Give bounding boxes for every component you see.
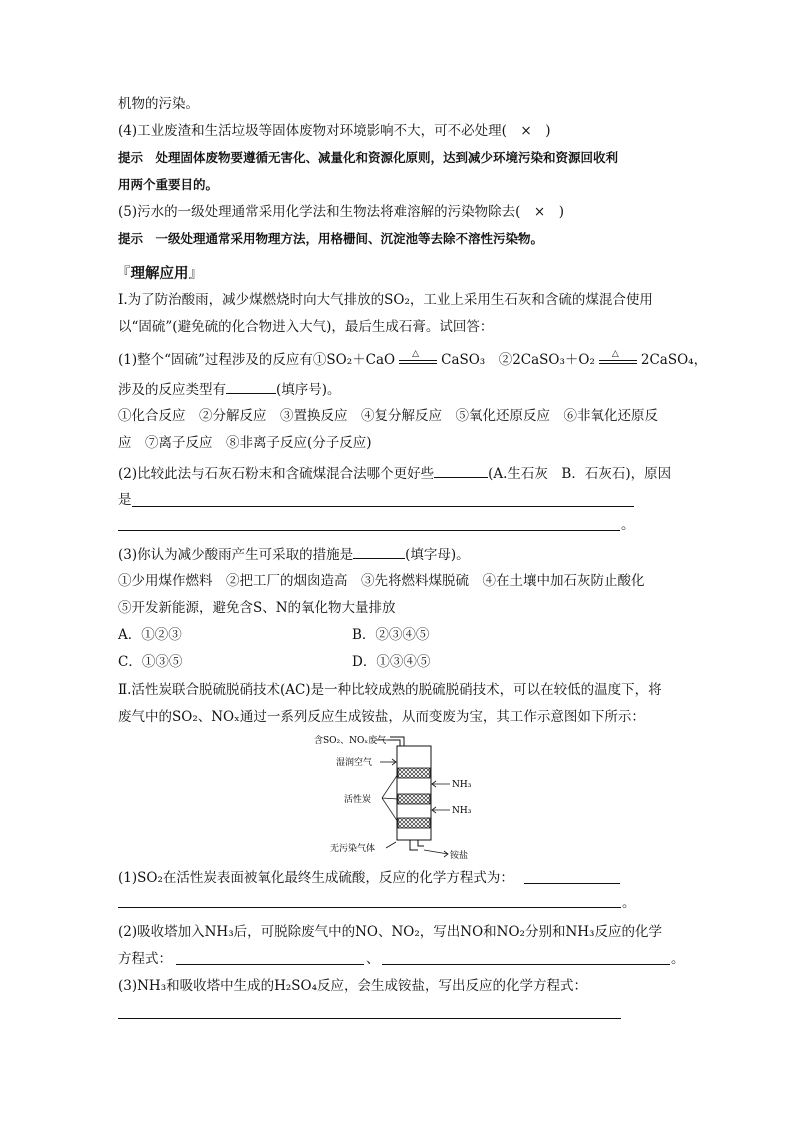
- label-activated-carbon: 活性炭: [344, 795, 372, 805]
- choice-c[interactable]: C．①③⑤: [118, 654, 183, 670]
- period: 。: [622, 895, 636, 911]
- label-ammonium-salt: 铵盐: [450, 851, 469, 860]
- label-moist-air: 湿润空气: [336, 758, 373, 768]
- answer-line[interactable]: [524, 883, 620, 884]
- period: 。: [671, 951, 685, 967]
- absorption-tower-diagram: [300, 730, 500, 860]
- answer-blank[interactable]: [353, 544, 405, 559]
- answer-line[interactable]: [118, 530, 620, 531]
- statement-5: (5)污水的一级处理通常采用化学法和生物法将难溶解的污染物除去( × ): [118, 204, 564, 220]
- part2-q2: (2)吸收塔加入NH₃后，可脱除废气中的NO、NO₂，写出NO和NO₂分别和NH₃反应的化学: [118, 924, 662, 940]
- choice-a[interactable]: A．①②③: [118, 627, 182, 643]
- answer-line[interactable]: [382, 964, 670, 965]
- choice-d[interactable]: D．①③④⑤: [352, 654, 431, 670]
- part1-q1-equations: (1)整个“固硫”过程涉及的反应有①SO₂＋CaO △ CaSO₃ ②2CaSO₃＋O₂ △ 2CaSO₄，: [118, 348, 708, 368]
- text-line: 机物的污染。: [118, 96, 199, 112]
- part1-q3-options-1: ①少用煤作燃料 ②把工厂的烟囱造高 ③先将燃料煤脱硫 ④在土壤中加石灰防止酸化: [118, 573, 645, 589]
- answer-blank[interactable]: [434, 463, 488, 478]
- choice-b[interactable]: B．②③④⑤: [352, 627, 430, 643]
- hint-5: 提示 一级处理通常采用物理方法，用格栅间、沉淀池等去除不溶性污染物。: [118, 231, 544, 246]
- part1-q3-options-2: ⑤开发新能源，避免含S、N的氧化物大量排放: [118, 600, 396, 616]
- part1-intro-1: Ⅰ.为了防治酸雨，减少煤燃烧时向大气排放的SO₂，工业上采用生石灰和含硫的煤混合使用: [118, 292, 653, 308]
- label-clean-gas: 无污染气体: [330, 844, 376, 854]
- answer-line[interactable]: [176, 964, 364, 965]
- section-heading: 『理解应用』: [116, 266, 203, 282]
- heat-equals-sign: △: [399, 354, 437, 368]
- separator: 、: [366, 951, 380, 967]
- answer-line[interactable]: [132, 506, 634, 507]
- part2-q3: (3)NH₃和吸收塔中生成的H₂SO₄反应，会生成铵盐，写出反应的化学方程式：: [118, 978, 588, 994]
- heat-equals-sign: △: [599, 354, 637, 368]
- label-waste-gas: 含SO₂、NOₓ废气: [314, 736, 387, 746]
- part2-q2-prompt: 方程式：: [118, 951, 172, 967]
- label-nh3-2: NH₃: [452, 806, 472, 816]
- part1-q1-options-2: 应 ⑦离子反应 ⑧非离子反应(分子反应): [118, 435, 372, 451]
- part1-q2-reason: 是: [118, 492, 132, 508]
- part2-q1: (1)SO₂在活性炭表面被氧化最终生成硫酸，反应的化学方程式为：: [118, 870, 514, 886]
- part1-q2: (2)比较此法与石灰石粉末和含硫煤混合法哪个更好些 (A.生石灰 B．石灰石)，原因: [118, 463, 671, 484]
- period: 。: [621, 517, 635, 533]
- part1-intro-2: 以“固硫”(避免硫的化合物进入大气)，最后生成石膏。试回答：: [118, 319, 494, 335]
- part1-q1-answer: 涉及的反应类型有 (填序号)。: [118, 379, 341, 400]
- answer-line[interactable]: [118, 1018, 621, 1019]
- answer-line[interactable]: [118, 907, 621, 908]
- part1-q3: (3)你认为减少酸雨产生可采取的措施是 (填字母)。: [118, 544, 470, 565]
- part1-q1-options-1: ①化合反应 ②分解反应 ③置换反应 ④复分解反应 ⑤氧化还原反应 ⑥非氧化还原反: [118, 408, 658, 424]
- hint-4: 提示 处理固体废物要遵循无害化、减量化和资源化原则，达到减少环境污染和资源回收利: [118, 150, 619, 165]
- part2-intro-1: Ⅱ.活性炭联合脱硫脱硝技术(AC)是一种比较成熟的脱硫脱硝技术，可以在较低的温度下，将: [118, 682, 662, 698]
- label-nh3-1: NH₃: [452, 780, 472, 790]
- statement-4: (4)工业废渣和生活垃圾等固体废物对环境影响不大，可不必处理( × ): [118, 123, 551, 139]
- hint-4-cont: 用两个重要目的。: [118, 177, 219, 192]
- part2-intro-2: 废气中的SO₂、NOₓ通过一系列反应生成铵盐，从而变废为宝，其工作示意图如下所示：: [118, 709, 645, 725]
- answer-blank[interactable]: [226, 379, 276, 394]
